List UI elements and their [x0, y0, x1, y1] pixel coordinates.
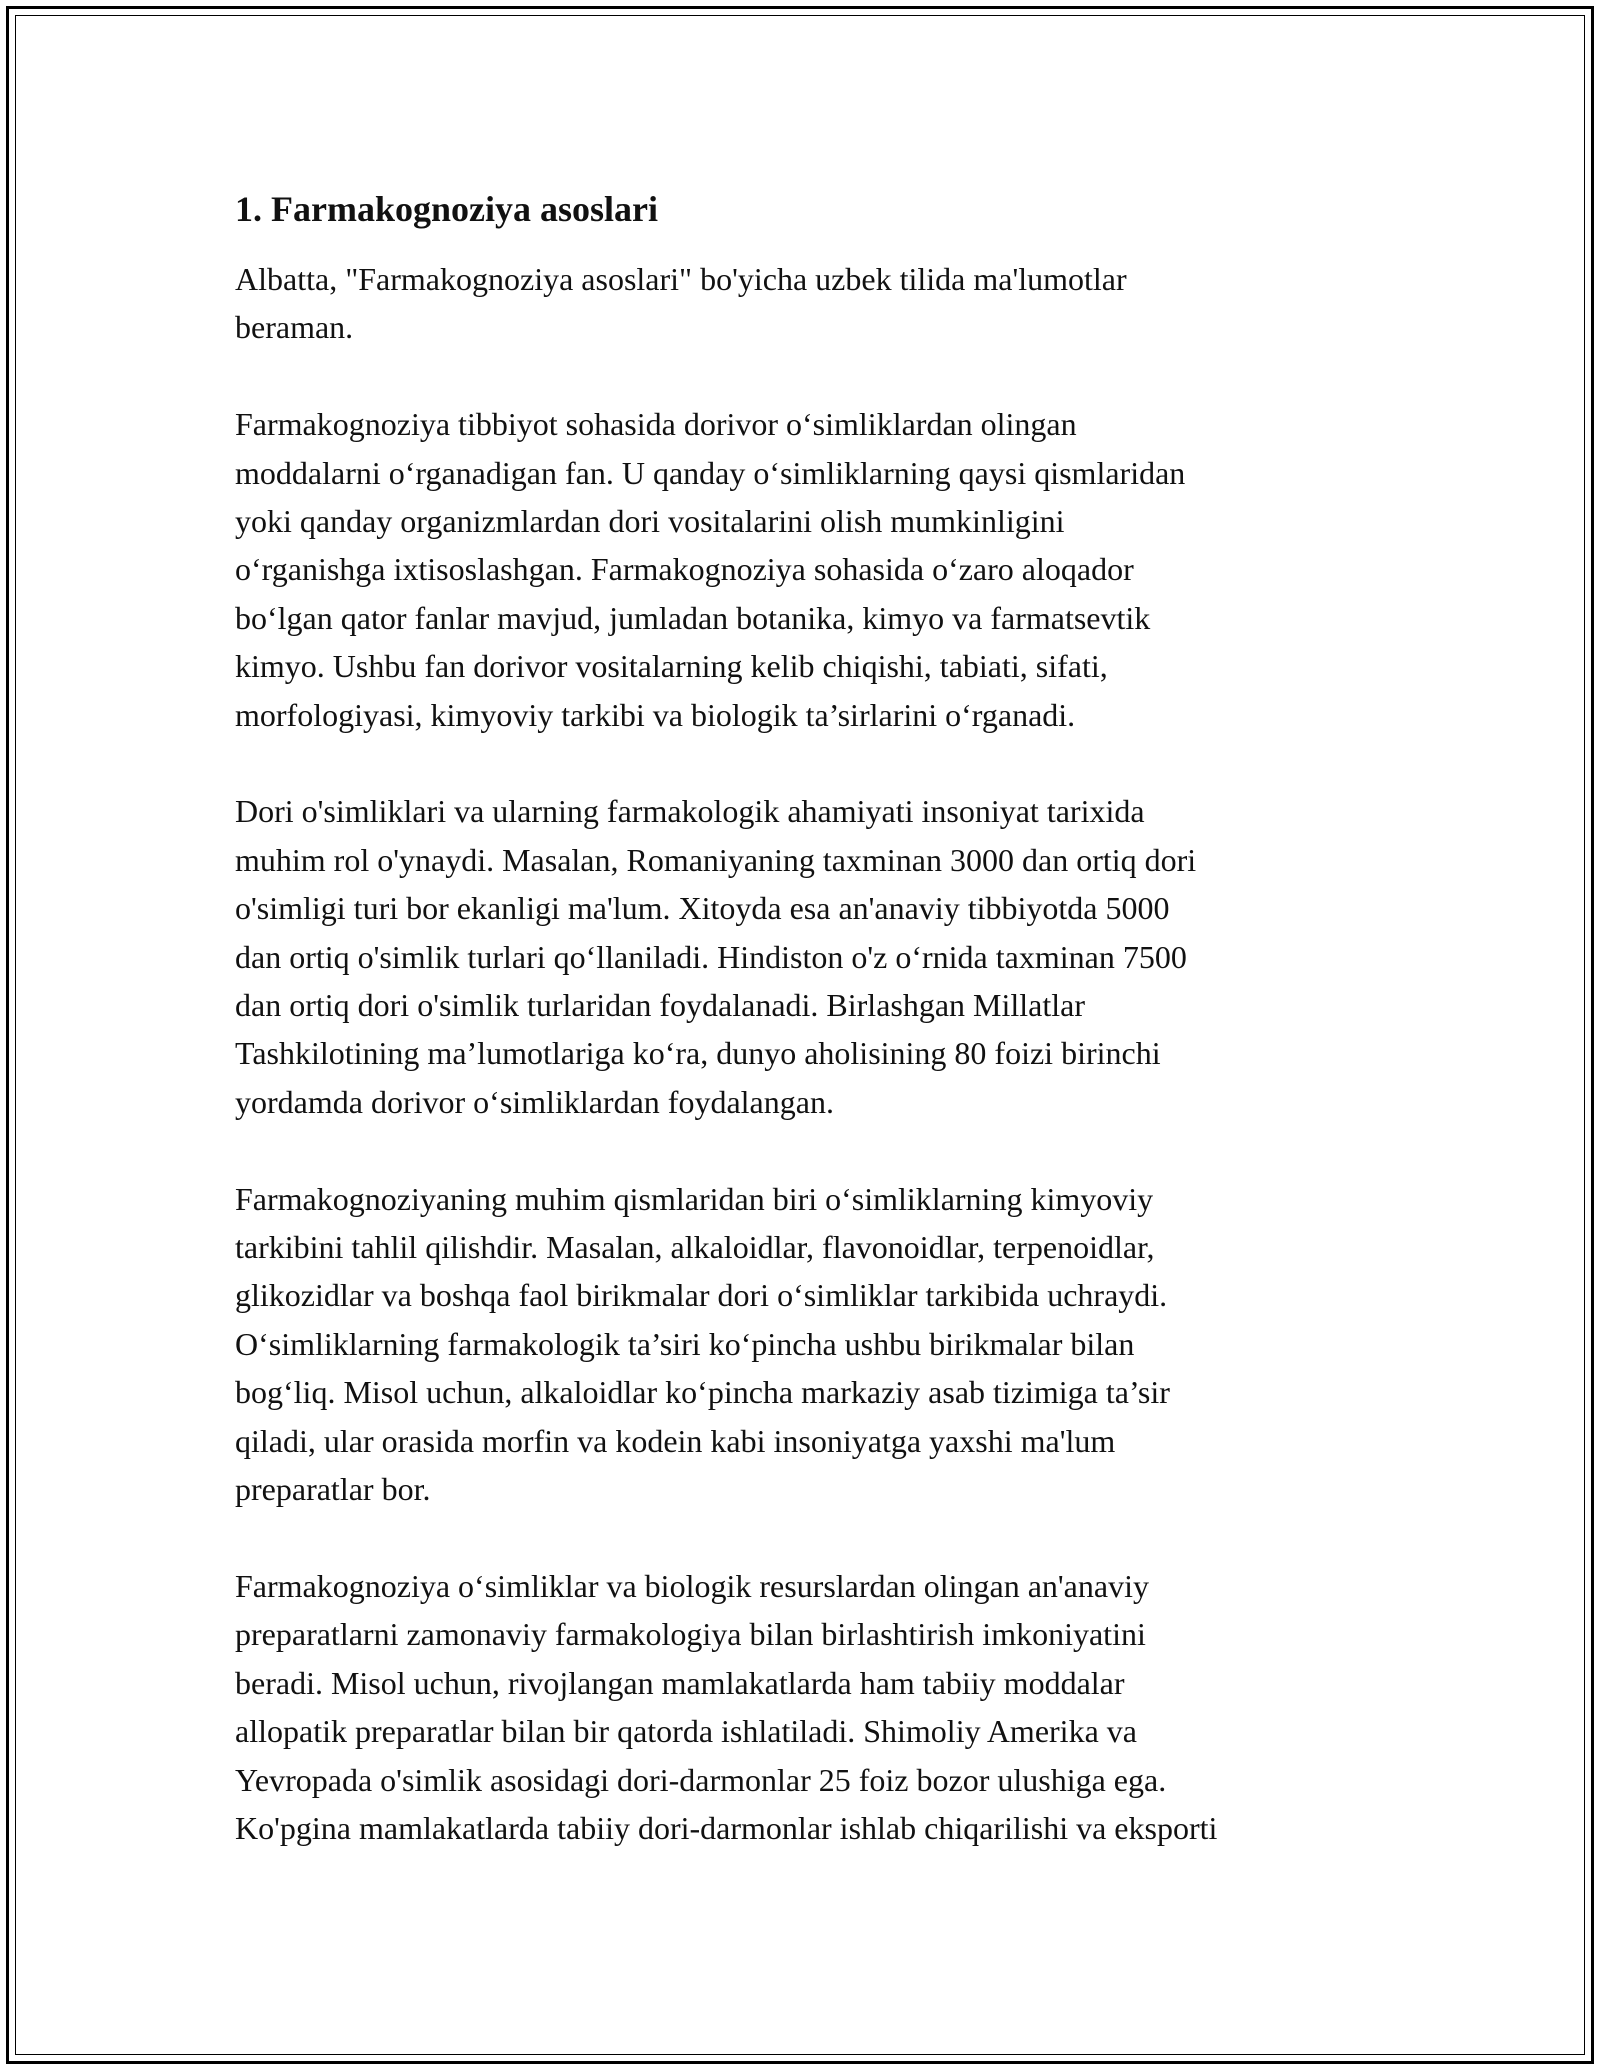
paragraph-chemistry: Farmakognoziyaning muhim qismlaridan biri o‘simliklarning kimyoviy tarkibini tahlil qilishdir. Masalan, alkaloidlar, flavonoidlar, terpenoidlar, glikozidlar va boshqa faol birikmalar dori o‘simliklar tarkibida uchraydi. O‘simliklarning farmakologik ta’siri ko‘pincha ushbu birikmalar bilan bog‘liq. Misol uchun, alkaloidlar ko‘pincha markaziy asab tizimiga ta’sir qiladi, ular orasida morfin va kodein kabi insoniyatga yaxshi ma'lum preparatlar bor. — [235, 1180, 1170, 1508]
document-body — [235, 185, 1415, 1901]
paragraph-history: Dori o'simliklari va ularning farmakologik ahamiyati insoniyat tarixida muhim rol o'ynaydi. Masalan, Romaniyaning taxminan 3000 dan ortiq dori o'simligi turi bor ekanligi ma'lum. Xitoyda esa an'anaviy tibbiyotda 5000 dan ortiq o'simlik turlari qo‘llaniladi. Hindiston o'z o‘rnida taxminan 7500 dan ortiq dori o'simlik turlaridan foydalanadi. Birlashgan Millatlar Tashkilotining ma’lumotlariga ko‘ra, dunyo aholisining 80 foizi birinchi yordamda dorivor o‘simliklardan foydalangan. — [235, 793, 1197, 1120]
paragraph-definition: Farmakognoziya tibbiyot sohasida dorivor o‘simliklardan olingan moddalarni o‘rganadigan fan. U qanday o‘simliklarning qaysi qismlaridan yoki qanday organizmlardan dori vositalarini olish mumkinligini o‘rganishga ixtisoslashgan. Farmakognoziya sohasida o‘zaro aloqador bo‘lgan qator fanlar mavjud, jumladan botanika, kimyo va farmatsevtik kimyo. Ushbu fan dorivor vositalarning kelib chiqishi, tabiati, sifati, morfologiyasi, kimyoviy tarkibi va biologik ta’sirlarini o‘rganadi. — [235, 406, 1186, 733]
section-heading: 1. Farmakognoziya asoslari — [235, 189, 658, 229]
paragraph-intro: Albatta, "Farmakognoziya asoslari" bo'yicha uzbek tilida ma'lumotlar beraman. — [235, 261, 1127, 346]
paragraph-modern-use: Farmakognoziya o‘simliklar va biologik resurslardan olingan an'anaviy preparatlarni zamonaviy farmakologiya bilan birlashtirish imkoniyatini beradi. Misol uchun, rivojlangan mamlakatlarda ham tabiiy moddalar allopatik preparatlar bilan bir qatorda ishlatiladi. Shimoliy Amerika va Yevropada o'simlik asosidagi dori-darmonlar 25 foiz bozor ulushiga ega. Ko'pgina mamlakatlarda tabiiy dori-darmonlar ishlab chiqarilishi va eksporti — [235, 1567, 1218, 1846]
